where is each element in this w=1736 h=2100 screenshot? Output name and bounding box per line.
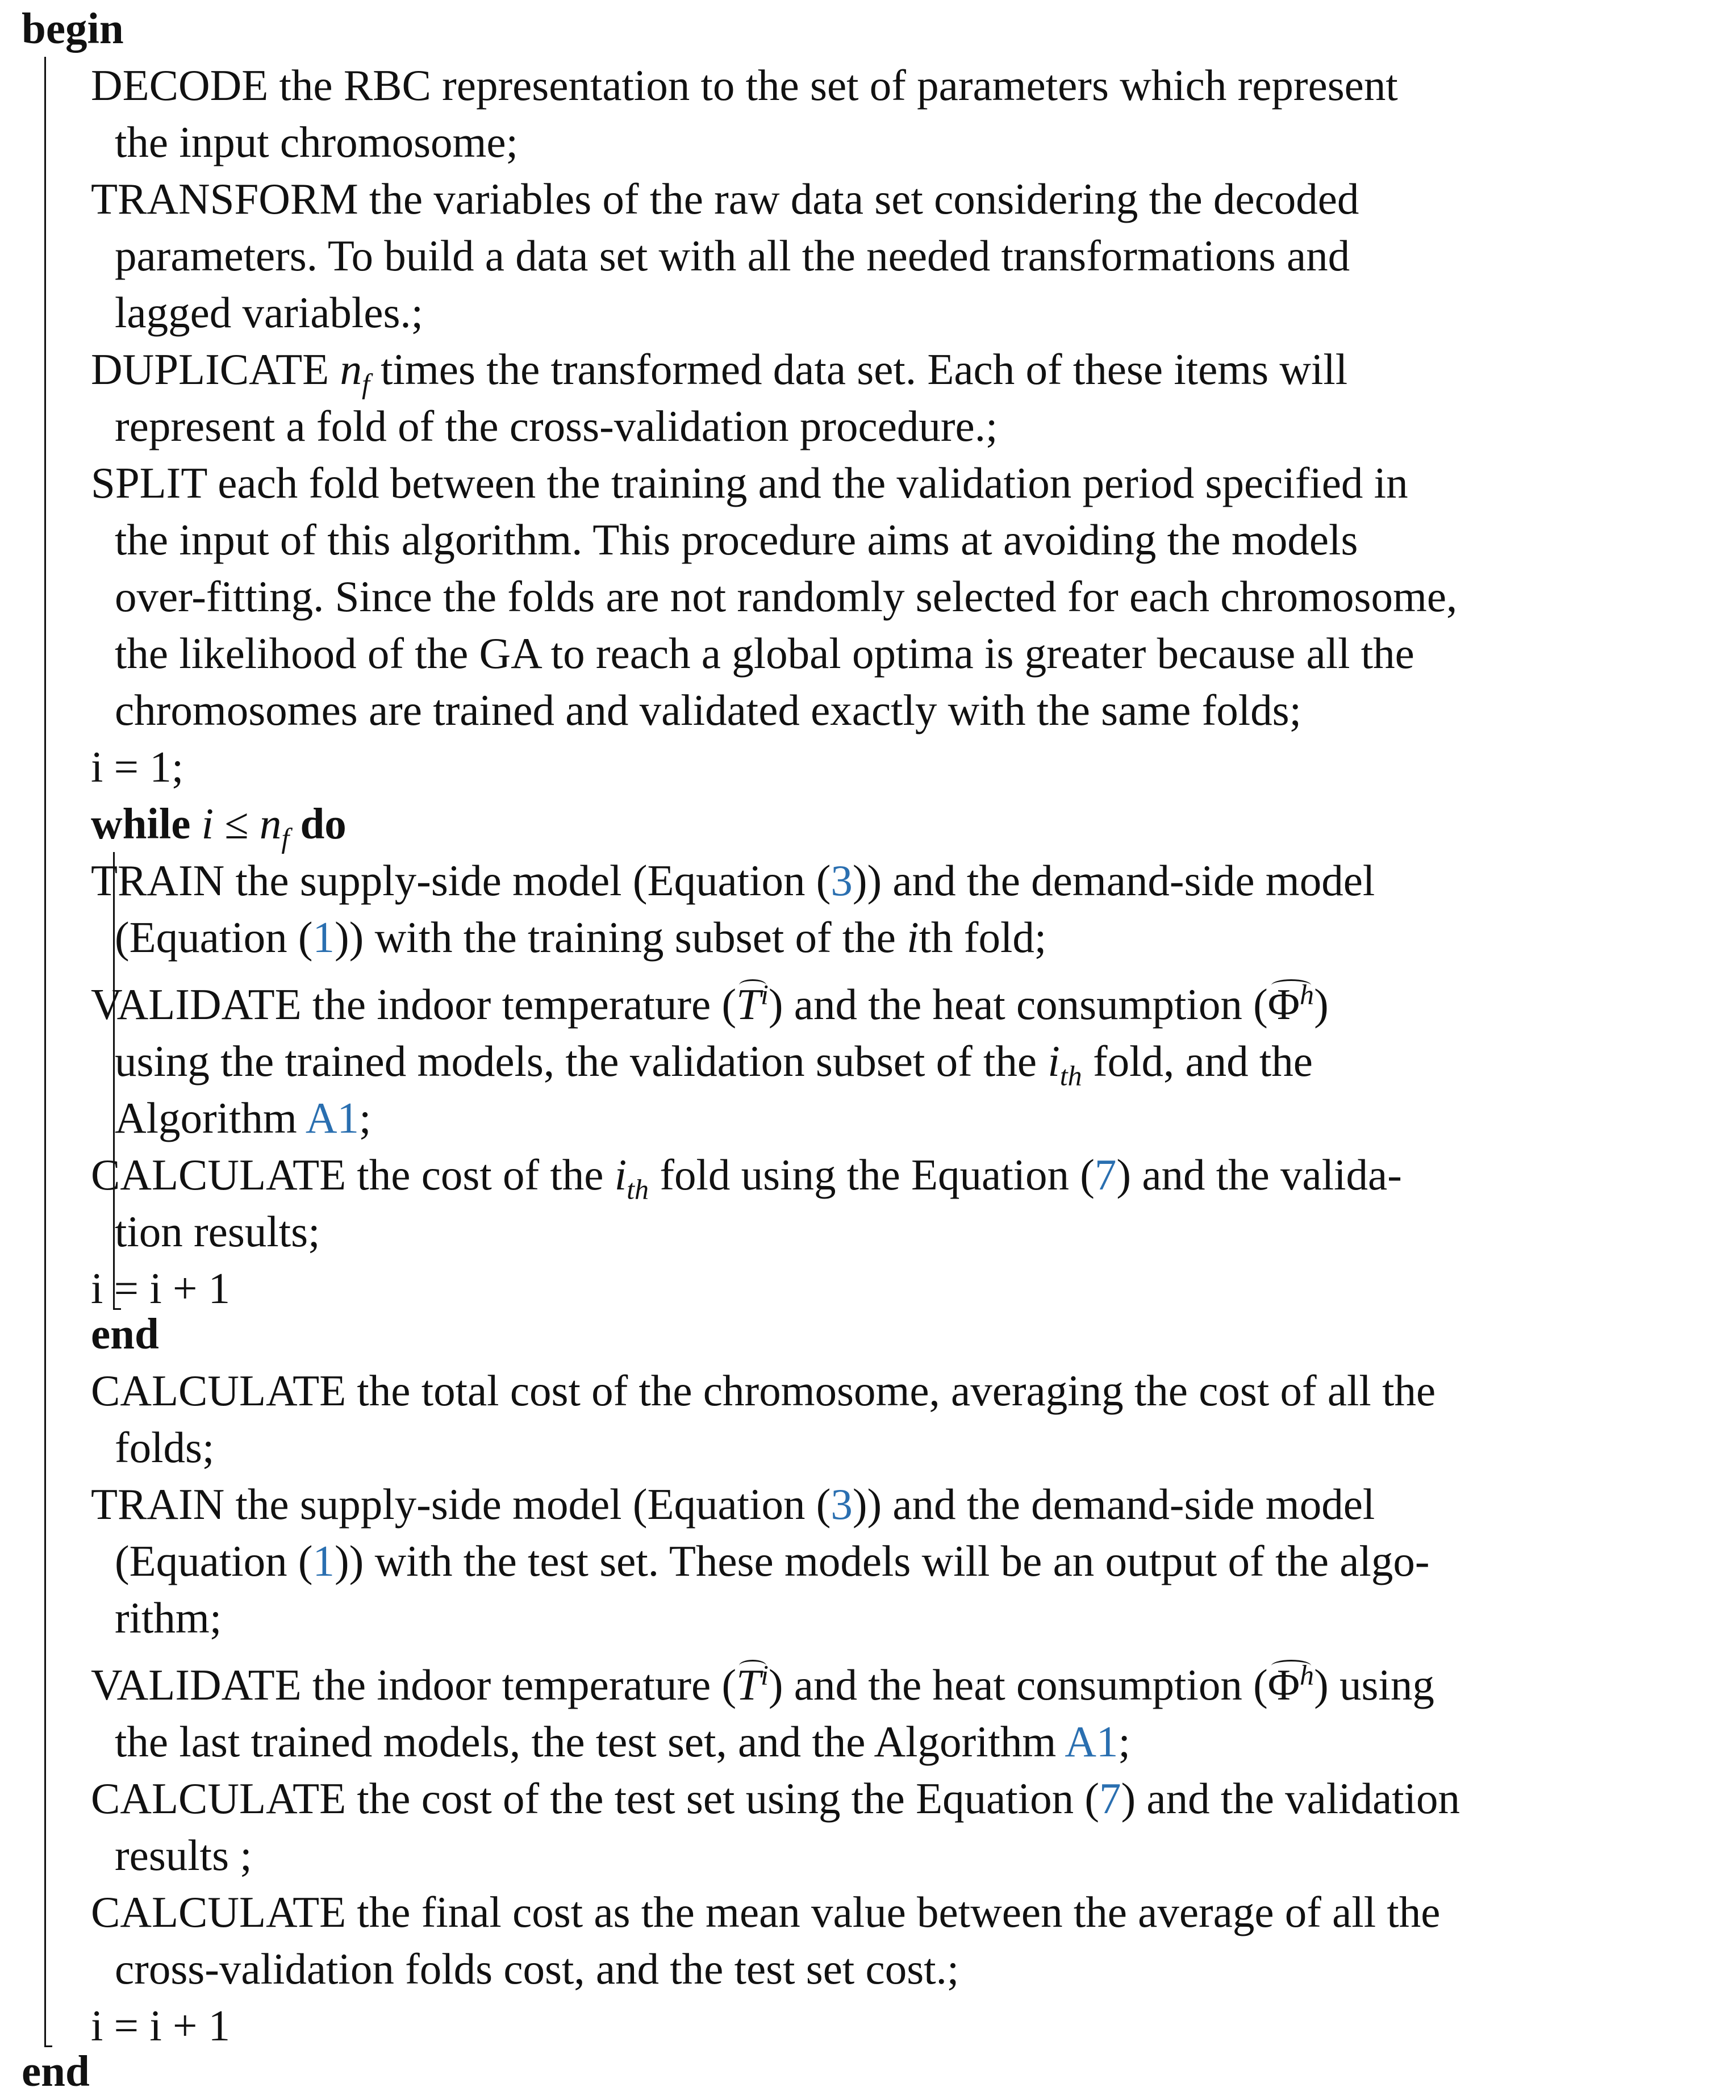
split-line-2: the input of this algorithm. This procedure aims at avoiding the models bbox=[115, 515, 1358, 564]
train-test-line-1: TRAIN the supply-side model (Equation (3)) and the demand-side model bbox=[91, 1480, 1375, 1529]
duplicate-line-2: represent a fold of the cross-validation procedure.; bbox=[115, 402, 998, 450]
validate-test-line-1: VALIDATE the indoor temperature $(T^i)$ and the heat consumption $(\Phi^h)$ using bbox=[91, 1656, 1720, 1713]
while-body bbox=[22, 852, 1720, 1317]
cost-test-line-2: results ; bbox=[115, 1831, 252, 1880]
while-header: while $i \le n_f$ do bbox=[91, 799, 347, 854]
loop-calc-step bbox=[91, 1146, 1720, 1260]
split-line-3: over-fitting. Since the folds are not randomly selected for each chromosome, bbox=[115, 572, 1458, 621]
total-line-1: CALCULATE the total cost of the chromosome, averaging the cost of all the bbox=[91, 1366, 1436, 1415]
split-step bbox=[91, 454, 1720, 738]
algorithm-ref-a1b[interactable]: A1 bbox=[1065, 1717, 1119, 1766]
equation-ref-3[interactable]: 3 bbox=[831, 856, 853, 905]
final-step bbox=[91, 1884, 1720, 1997]
loop-calc-line-1: CALCULATE the cost of the $i_{th}$ fold using the Equation (7) and the valida- bbox=[91, 1150, 1402, 1205]
equation-ref-7b[interactable]: 7 bbox=[1099, 1774, 1121, 1823]
decode-step bbox=[91, 57, 1720, 170]
equation-ref-3b[interactable]: 3 bbox=[831, 1480, 853, 1529]
transform-line-3: lagged variables.; bbox=[115, 288, 424, 337]
while-end-keyword: end bbox=[91, 1309, 159, 1358]
decode-line-2: the input chromosome; bbox=[115, 118, 518, 166]
validate-test-line-2: the last trained models, the test set, and the Algorithm A1; bbox=[115, 1717, 1130, 1766]
phi-hat-symbol-2: $\Phi^h$ bbox=[1268, 1656, 1314, 1713]
train-test-step bbox=[91, 1476, 1720, 1646]
equation-ref-1b[interactable]: 1 bbox=[312, 1537, 335, 1585]
final-line-1: CALCULATE the final cost as the mean value between the average of all the bbox=[91, 1888, 1441, 1936]
begin-keyword: begin bbox=[22, 4, 124, 53]
transform-line-1: TRANSFORM the variables of the raw data set considering the decoded bbox=[91, 174, 1359, 223]
total-step bbox=[91, 1362, 1720, 1476]
split-line-5: chromosomes are trained and validated exactly with the same folds; bbox=[115, 686, 1302, 734]
validate-test-step bbox=[91, 1656, 1720, 1770]
t-hat-symbol: $T^i$ bbox=[736, 976, 769, 1033]
algorithm-block bbox=[22, 0, 1720, 2099]
duplicate-line-1: DUPLICATE $n_f$ times the transformed data set. Each of these items will bbox=[91, 345, 1348, 400]
final-increment: i = i + 1 bbox=[91, 2001, 231, 2050]
algorithm-ref-a1[interactable]: A1 bbox=[305, 1093, 359, 1142]
end-keyword: end bbox=[22, 2047, 90, 2095]
transform-step bbox=[91, 170, 1720, 341]
equation-ref-1[interactable]: 1 bbox=[312, 913, 335, 962]
algorithm-body bbox=[22, 57, 1720, 2054]
total-line-2: folds; bbox=[115, 1423, 215, 1472]
split-line-4: the likelihood of the GA to reach a global optima is greater because all the bbox=[115, 629, 1414, 678]
loop-train-step bbox=[91, 852, 1720, 966]
decode-line-1: DECODE the RBC representation to the set of parameters which represent bbox=[91, 61, 1398, 110]
loop-validate-line-2: using the trained models, the validation subset of the $i_{th}$ fold, and the bbox=[115, 1037, 1313, 1092]
loop-validate-step bbox=[91, 976, 1720, 1146]
init-counter: i = 1; bbox=[91, 742, 184, 791]
loop-validate-line-3: Algorithm A1; bbox=[115, 1093, 372, 1142]
t-hat-symbol-2: $T^i$ bbox=[736, 1656, 769, 1713]
loop-train-line-1: TRAIN the supply-side model (Equation (3)) and the demand-side model bbox=[91, 856, 1375, 905]
loop-train-line-2: (Equation (1)) with the training subset of the ith fold; bbox=[115, 913, 1047, 962]
duplicate-step bbox=[91, 341, 1720, 454]
phi-hat-symbol: $\Phi^h$ bbox=[1268, 976, 1314, 1033]
loop-validate-line-1: VALIDATE the indoor temperature $(T^i)$ and the heat consumption $(\Phi^h)$ bbox=[91, 976, 1720, 1033]
train-test-line-3: rithm; bbox=[115, 1593, 222, 1642]
cost-test-line-1: CALCULATE the cost of the test set using the Equation (7) and the validation bbox=[91, 1774, 1460, 1823]
loop-calc-line-2: tion results; bbox=[115, 1207, 320, 1256]
cost-test-step bbox=[91, 1770, 1720, 1884]
train-test-line-2: (Equation (1)) with the test set. These models will be an output of the algo- bbox=[115, 1537, 1430, 1585]
split-line-1: SPLIT each fold between the training and the validation period specified in bbox=[91, 458, 1408, 507]
loop-increment: i = i + 1 bbox=[91, 1264, 231, 1313]
transform-line-2: parameters. To build a data set with all the needed transformations and bbox=[115, 231, 1350, 280]
final-line-2: cross-validation folds cost, and the test set cost.; bbox=[115, 1944, 959, 1993]
equation-ref-7[interactable]: 7 bbox=[1094, 1150, 1117, 1199]
